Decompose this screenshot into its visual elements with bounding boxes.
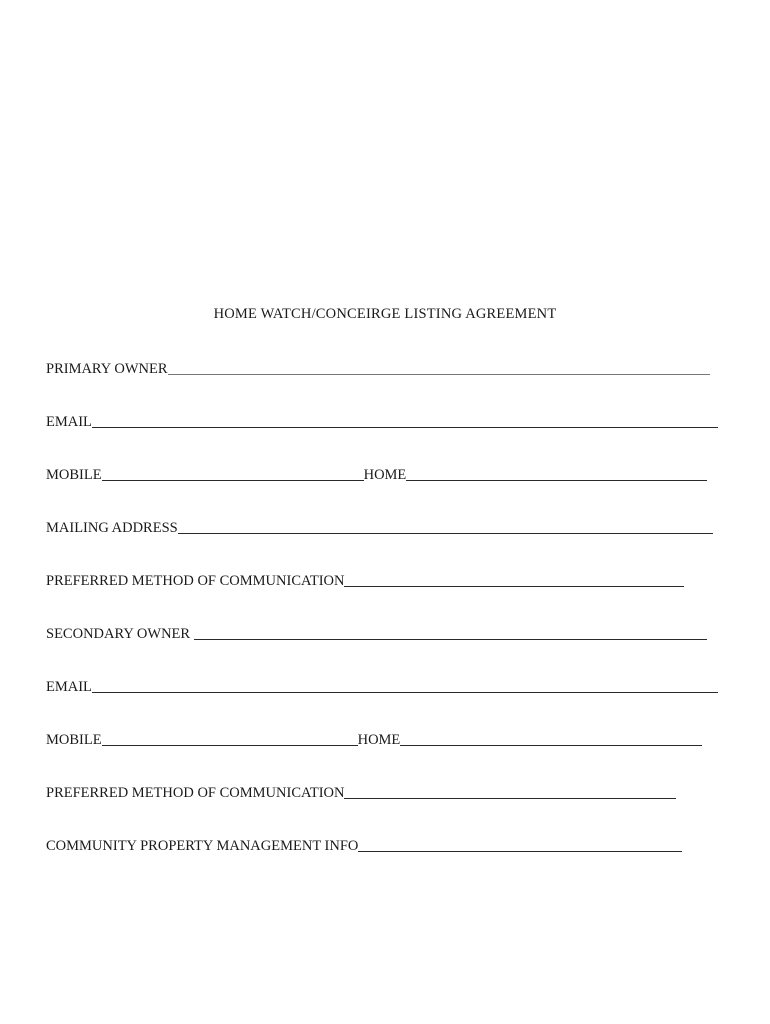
primary-owner-line[interactable] [168, 374, 710, 375]
home-line-2[interactable] [400, 745, 702, 746]
home-label-1: HOME [363, 467, 407, 483]
preferred-method-label-2: PREFERRED METHOD OF COMMUNICATION [46, 785, 345, 801]
secondary-owner-line[interactable] [194, 639, 707, 640]
mobile-label-1: MOBILE [46, 467, 102, 483]
home-line-1[interactable] [406, 480, 707, 481]
email-row-2 [46, 678, 718, 696]
phone-row-2 [46, 731, 702, 749]
secondary-owner-label: SECONDARY OWNER [46, 626, 191, 642]
email-label-1: EMAIL [46, 414, 92, 430]
mobile-line-2[interactable] [102, 745, 358, 746]
preferred-method-row-2 [46, 784, 676, 802]
phone-row-1 [46, 466, 707, 484]
mobile-line-1[interactable] [102, 480, 364, 481]
email-label-2: EMAIL [46, 679, 92, 695]
community-info-row [46, 837, 682, 855]
preferred-method-label-1: PREFERRED METHOD OF COMMUNICATION [46, 573, 345, 589]
email-line-1[interactable] [92, 427, 718, 428]
mobile-label-2: MOBILE [46, 732, 102, 748]
preferred-method-line-2[interactable] [344, 798, 676, 799]
secondary-owner-row [46, 625, 707, 643]
email-row-1 [46, 413, 718, 431]
mailing-address-row [46, 519, 713, 537]
mailing-address-line[interactable] [178, 533, 713, 534]
preferred-method-row-1 [46, 572, 684, 590]
primary-owner-label: PRIMARY OWNER [46, 361, 168, 377]
document-title: HOME WATCH/CONCEIRGE LISTING AGREEMENT [213, 306, 557, 322]
community-info-line[interactable] [358, 851, 682, 852]
primary-owner-row [46, 360, 710, 378]
mailing-address-label: MAILING ADDRESS [46, 520, 178, 536]
preferred-method-line-1[interactable] [344, 586, 684, 587]
email-line-2[interactable] [92, 692, 718, 693]
community-info-label: COMMUNITY PROPERTY MANAGEMENT INFO [46, 838, 359, 854]
home-label-2: HOME [357, 732, 401, 748]
